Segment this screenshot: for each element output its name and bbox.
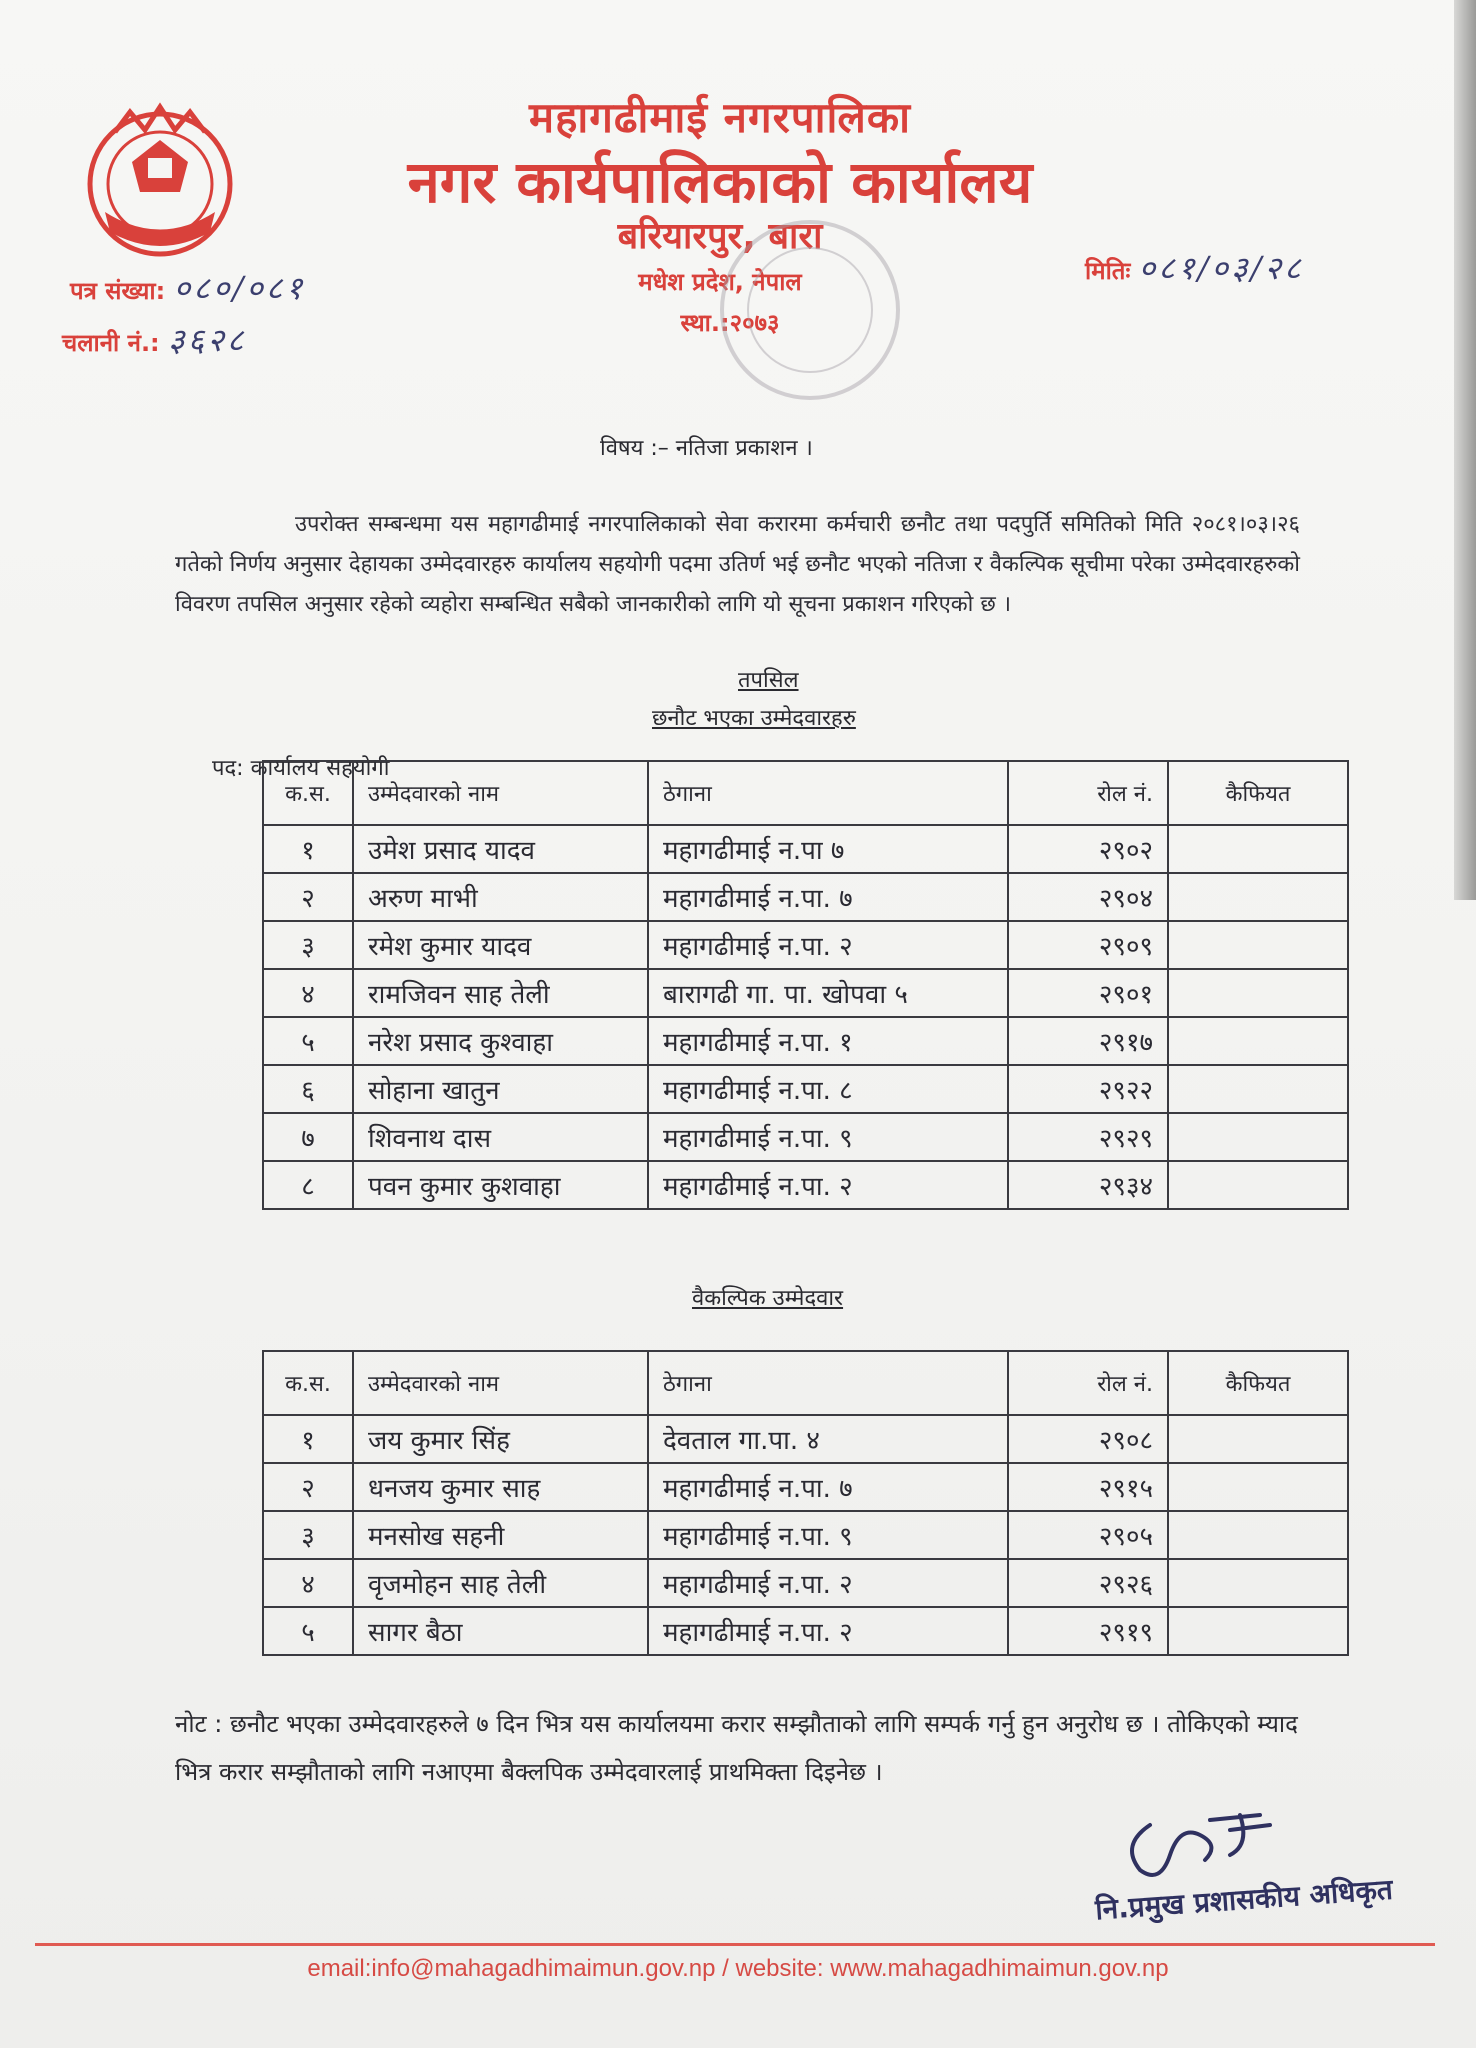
footer-contact: email:info@mahagadhimaimun.gov.np / website: www.mahagadhimaimun.gov.np [307,1955,1169,1982]
cell-name: रमेश कुमार यादव [353,921,648,969]
cell-address: महागढीमाई न.पा. ९ [648,1511,1008,1559]
cell-remarks [1168,1511,1348,1559]
office-name: नगर कार्यपालिकाको कार्यालय [407,148,1033,216]
dispatch-number [62,318,247,361]
date-value: ०८१/०३/२८ [1138,249,1304,287]
table-row [263,1463,1348,1511]
cell-address: महागढीमाई न.पा. २ [648,921,1008,969]
cell-name: उमेश प्रसाद यादव [353,825,648,873]
cell-roll: २९०४ [1008,873,1168,921]
letter-number-label: पत्र संख्या: [70,277,166,305]
cell-serial: ३ [263,921,353,969]
cell-roll: २९३४ [1008,1161,1168,1209]
notice-body: उपरोक्त सम्बन्धमा यस महागढीमाई नगरपालिकाको सेवा करारमा कर्मचारी छनौट तथा पदपुर्ति समितिको मिति २०८१।०३।२६ गतेको निर्णय अनुसार देहायका उम्मेदवारहरु कार्यालय सहयोगी पदमा उतिर्ण भई छनौट भएको नतिजा र वैकल्पिक सूचीमा परेका उम्मेदवारहरुको विवरण तपसिल अनुसार रहेको व्यहोरा सम्बन्धित सबैको जानकारीको लागि यो सूचना प्रकाशन गरिएको छ । [175,512,1300,617]
cell-serial: ४ [263,1559,353,1607]
col-name: उम्मेदवारको नाम [353,1351,648,1415]
cell-serial: १ [263,1415,353,1463]
dispatch-number-value: ३६२८ [168,321,247,359]
table-row [263,825,1348,873]
col-address: ठेगाना [648,761,1008,825]
table-row [263,921,1348,969]
province-line: मधेश प्रदेश, नेपाल [638,268,802,296]
cell-roll: २९०२ [1008,825,1168,873]
cell-address: महागढीमाई न.पा. ७ [648,873,1008,921]
cell-roll: २९०८ [1008,1415,1168,1463]
cell-roll: २९०१ [1008,969,1168,1017]
municipality-emblem-icon [70,92,250,267]
col-address: ठेगाना [648,1351,1008,1415]
cell-name: नरेश प्रसाद कुश्वाहा [353,1017,648,1065]
cell-serial: १ [263,825,353,873]
cell-serial: ३ [263,1511,353,1559]
cell-address: महागढीमाई न.पा. ९ [648,1113,1008,1161]
cell-roll: २९२२ [1008,1065,1168,1113]
table-row [263,1017,1348,1065]
cell-serial: ४ [263,969,353,1017]
cell-address: देवताल गा.पा. ४ [648,1415,1008,1463]
cell-address: महागढीमाई न.पा ७ [648,825,1008,873]
cell-name: अरुण माभी [353,873,648,921]
table-row [263,1559,1348,1607]
cell-remarks [1168,1017,1348,1065]
cell-address: बारागढी गा. पा. खोपवा ५ [648,969,1008,1017]
cell-name: सोहाना खातुन [353,1065,648,1113]
table-row [263,1415,1348,1463]
cell-address: महागढीमाई न.पा. १ [648,1017,1008,1065]
col-serial: क.स. [263,761,353,825]
cell-address: महागढीमाई न.पा. २ [648,1161,1008,1209]
cell-name: धनजय कुमार साह [353,1463,648,1511]
tapasil-heading: तपसिल [738,668,799,693]
cell-address: महागढीमाई न.पा. ७ [648,1463,1008,1511]
cell-remarks [1168,1607,1348,1655]
cell-roll: २९१७ [1008,1017,1168,1065]
note-paragraph: नोट : छनौट भएका उम्मेदवारहरुले ७ दिन भित्र यस कार्यालयमा करार सम्झौताको लागि सम्पर्क गर्नु हुन अनुरोध छ । तोकिएको म्याद भित्र करार सम्झौताको लागि नआएमा बैक्लपिक उम्मेदवारलाई प्राथमिक्ता दिइनेछ । [175,1710,1298,1786]
alternate-candidates-heading: वैकल्पिक उम्मेदवार [692,1286,844,1311]
selected-candidates-table [262,760,1349,1210]
cell-name: जय कुमार सिंह [353,1415,648,1463]
cell-name: वृजमोहन साह तेली [353,1559,648,1607]
office-location: बरियारपुर, बारा [617,216,823,257]
letter-number [70,266,305,309]
cell-remarks [1168,1113,1348,1161]
cell-remarks [1168,1161,1348,1209]
cell-name: शिवनाथ दास [353,1113,648,1161]
cell-remarks [1168,1065,1348,1113]
cell-roll: २९०९ [1008,921,1168,969]
letter-number-value: ०८०/०८१ [173,269,306,307]
cell-name: पवन कुमार कुशवाहा [353,1161,648,1209]
alternate-candidates-table [262,1350,1349,1656]
cell-serial: ५ [263,1607,353,1655]
dispatch-number-label: चलानी नं.: [62,329,160,357]
footer-divider [35,1943,1435,1946]
cell-roll: २९२६ [1008,1559,1168,1607]
table-header-row [263,761,1348,825]
col-remarks: कैफियत [1168,761,1348,825]
office-seal-stamp [690,210,930,410]
officer-designation: नि.प्रमुख प्रशासकीय अधिकृत [1094,1872,1394,1927]
letter-date [1085,246,1304,289]
cell-name: मनसोख सहनी [353,1511,648,1559]
col-remarks: कैफियत [1168,1351,1348,1415]
cell-roll: २९१५ [1008,1463,1168,1511]
cell-serial: ५ [263,1017,353,1065]
cell-roll: २९१९ [1008,1607,1168,1655]
cell-remarks [1168,873,1348,921]
cell-address: महागढीमाई न.पा. २ [648,1559,1008,1607]
col-roll: रोल नं. [1008,1351,1168,1415]
table-row [263,1113,1348,1161]
cell-remarks [1168,1559,1348,1607]
cell-remarks [1168,1463,1348,1511]
cell-serial: २ [263,1463,353,1511]
cell-serial: ८ [263,1161,353,1209]
cell-roll: २९०५ [1008,1511,1168,1559]
table-row [263,1511,1348,1559]
cell-address: महागढीमाई न.पा. ८ [648,1065,1008,1113]
cell-serial: २ [263,873,353,921]
table-header-row [263,1351,1348,1415]
cell-name: रामजिवन साह तेली [353,969,648,1017]
established-line: स्था.:२०७३ [680,309,780,337]
table-row [263,873,1348,921]
col-roll: रोल नं. [1008,761,1168,825]
table-row [263,1607,1348,1655]
post-label: पद: कार्यालय सहयोगी [212,756,390,781]
subject-line: विषय :– नतिजा प्रकाशन । [600,436,813,461]
col-serial: क.स. [263,1351,353,1415]
table-row [263,969,1348,1017]
cell-remarks [1168,921,1348,969]
cell-serial: ७ [263,1113,353,1161]
date-label: मितिः [1085,257,1131,285]
table-row [263,1161,1348,1209]
col-name: उम्मेदवारको नाम [353,761,648,825]
cell-name: सागर बैठा [353,1607,648,1655]
handwritten-signature [1110,1795,1290,1885]
cell-remarks [1168,1415,1348,1463]
cell-remarks [1168,825,1348,873]
table-row [263,1065,1348,1113]
municipality-name: महागढीमाई नगरपालिका [528,93,912,142]
page-edge-shadow [1454,0,1476,900]
selected-candidates-heading: छनौट भएका उम्मेदवारहरु [652,706,856,731]
cell-address: महागढीमाई न.पा. २ [648,1607,1008,1655]
cell-remarks [1168,969,1348,1017]
cell-roll: २९२९ [1008,1113,1168,1161]
cell-serial: ६ [263,1065,353,1113]
